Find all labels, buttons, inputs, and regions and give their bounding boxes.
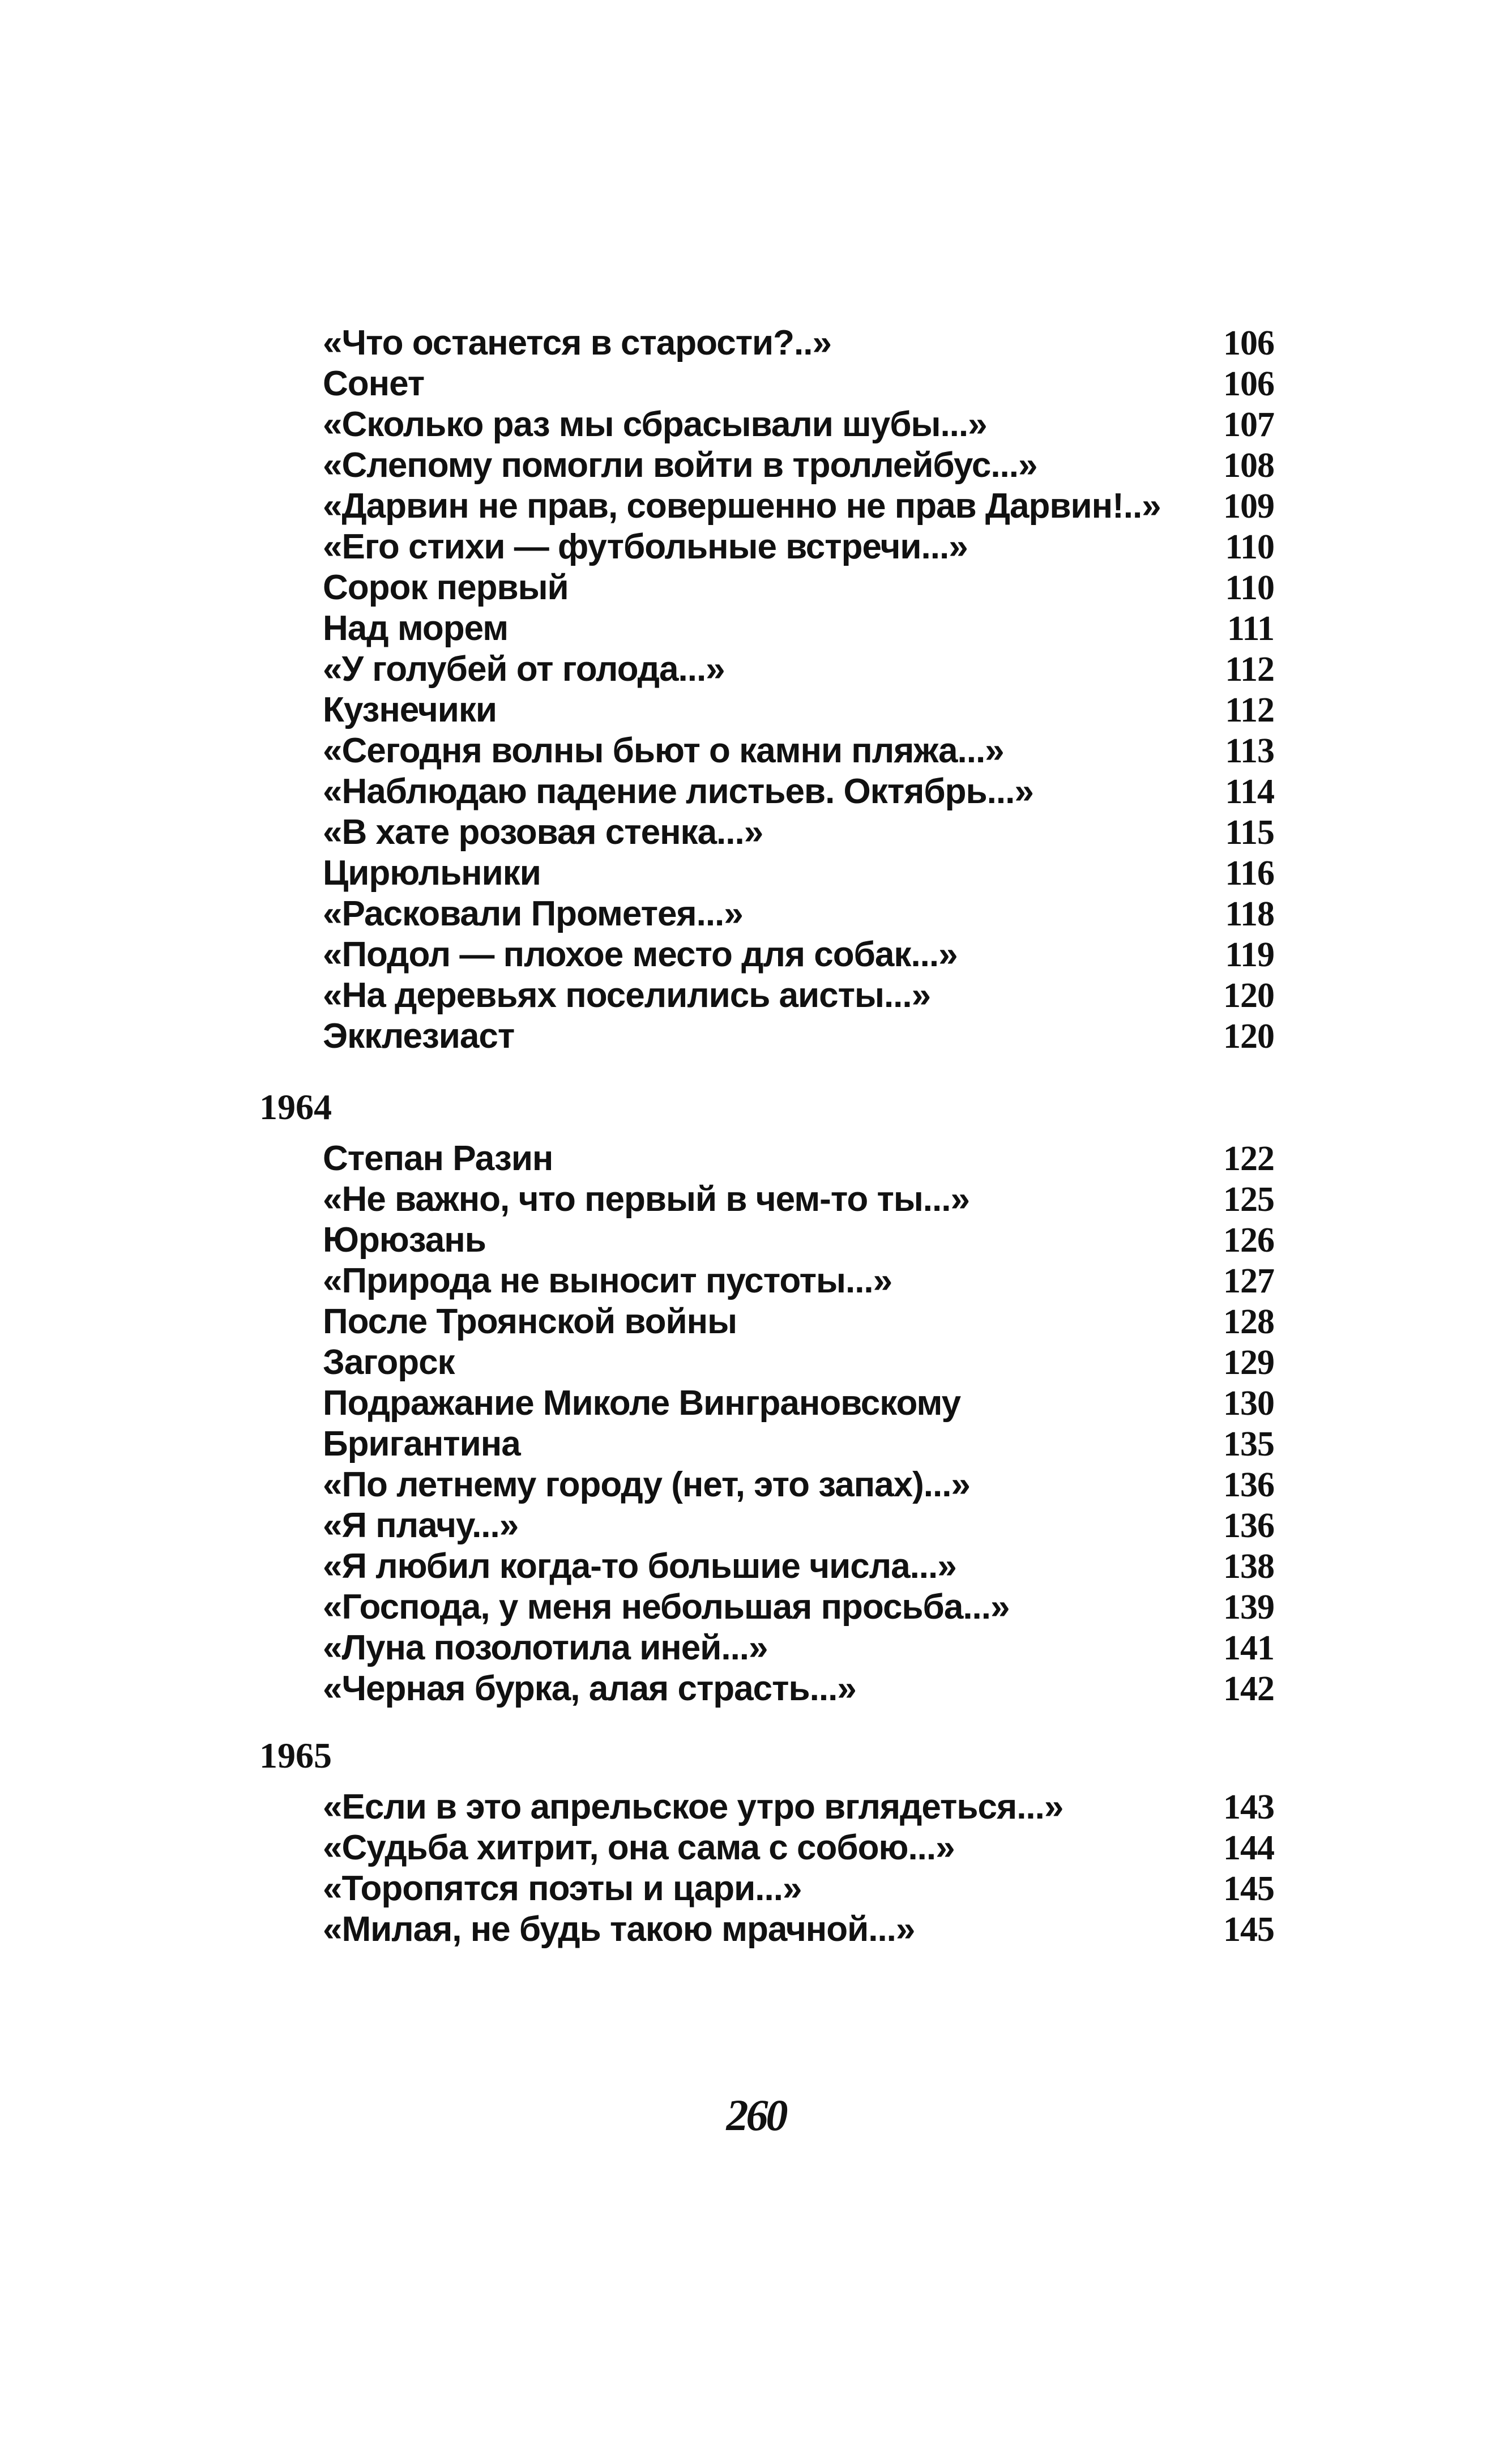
- toc-entry-page: 115: [1225, 813, 1274, 852]
- toc-entry-title: «Природа не выносит пустоты...»: [323, 1261, 892, 1300]
- toc-entry-page: 135: [1223, 1425, 1274, 1463]
- toc-entry-title: Кузнечики: [323, 690, 497, 729]
- toc-entry-title: «Сколько раз мы сбрасывали шубы...»: [323, 405, 987, 444]
- toc-entry: [260, 1301, 1274, 1342]
- toc-entry-page: 139: [1223, 1588, 1274, 1627]
- toc-entry-page: 136: [1223, 1507, 1274, 1545]
- toc-entry: [260, 853, 1274, 894]
- toc-entry: [260, 1220, 1274, 1261]
- toc-entry-page: 125: [1223, 1180, 1274, 1219]
- toc-entry: [260, 608, 1274, 649]
- toc-entry: [260, 527, 1274, 567]
- toc-entry-page: 126: [1223, 1221, 1274, 1260]
- toc-entry: [260, 567, 1274, 608]
- toc-entry-page: 116: [1225, 854, 1274, 893]
- toc-entry: [260, 1016, 1274, 1057]
- toc-entry-title: «Господа, у меня небольшая просьба...»: [323, 1587, 1010, 1627]
- page-number: 260: [726, 2090, 786, 2140]
- toc-entry-page: 128: [1223, 1303, 1274, 1341]
- toc-entry: [260, 975, 1274, 1016]
- toc-entry-page: 141: [1223, 1629, 1274, 1667]
- toc-entry-title: «Его стихи — футбольные встречи...»: [323, 527, 968, 566]
- toc-entry: [260, 1424, 1274, 1465]
- toc-entry: [260, 1505, 1274, 1546]
- toc-entry-page: 112: [1225, 650, 1274, 689]
- toc-entry-title: Бригантина: [323, 1424, 520, 1463]
- toc-entry: [260, 934, 1274, 975]
- toc-entry-page: 145: [1223, 1910, 1274, 1949]
- toc-entry-page: 136: [1223, 1466, 1274, 1504]
- toc-section-1964: [260, 1138, 1274, 1709]
- toc-entry-page: 109: [1223, 487, 1274, 526]
- toc-entry: [260, 404, 1274, 445]
- toc-entry-page: 145: [1223, 1870, 1274, 1908]
- toc-entry: [260, 894, 1274, 934]
- toc-entry: [260, 1261, 1274, 1301]
- toc-entry-title: «Дарвин не прав, совершенно не прав Дарвин!..»: [323, 487, 1161, 526]
- toc-entry-title: Юрюзань: [323, 1220, 486, 1260]
- year-heading: 1965: [259, 1735, 332, 1776]
- toc-section-1963: [260, 323, 1274, 1057]
- toc-entry: [260, 1868, 1274, 1909]
- toc-entry: [260, 323, 1274, 364]
- toc-entry: [260, 1383, 1274, 1424]
- toc-entry-page: 143: [1223, 1788, 1274, 1827]
- toc-entry-page: 120: [1223, 976, 1274, 1015]
- toc-entry-page: 144: [1223, 1829, 1274, 1867]
- toc-section-1965: [260, 1787, 1274, 1950]
- toc-entry-page: 108: [1223, 446, 1274, 485]
- toc-entry: [260, 1342, 1274, 1383]
- toc-entry-title: «Наблюдаю падение листьев. Октябрь...»: [323, 772, 1033, 811]
- toc-entry-page: 129: [1223, 1343, 1274, 1382]
- toc-entry-title: «Расковали Прометея...»: [323, 894, 743, 933]
- toc-entry-title: «Луна позолотила иней...»: [323, 1628, 768, 1667]
- toc-entry-page: 111: [1227, 609, 1274, 648]
- toc-entry-title: «На деревьях поселились аисты...»: [323, 976, 931, 1015]
- toc-entry-page: 113: [1225, 732, 1274, 770]
- toc-entry-page: 127: [1223, 1262, 1274, 1300]
- toc-entry-page: 122: [1223, 1140, 1274, 1178]
- toc-entry-title: Сорок первый: [323, 568, 569, 607]
- toc-entry-title: После Троянской войны: [323, 1302, 737, 1341]
- toc-entry-page: 119: [1225, 936, 1274, 974]
- toc-entry: [260, 649, 1274, 690]
- toc-entry-page: 107: [1223, 406, 1274, 444]
- toc-entry: [260, 1787, 1274, 1828]
- toc-entry: [260, 1546, 1274, 1587]
- toc-entry: [260, 1179, 1274, 1220]
- toc-entry-page: 120: [1223, 1017, 1274, 1056]
- toc-entry: [260, 1138, 1274, 1179]
- toc-entry: [260, 1465, 1274, 1505]
- toc-entry: [260, 1628, 1274, 1668]
- toc-entry-page: 114: [1225, 773, 1274, 811]
- toc-entry-title: Над морем: [323, 609, 509, 648]
- toc-entry-title: «Слепому помогли войти в троллейбус...»: [323, 446, 1037, 485]
- toc-entry-title: «Черная бурка, алая страсть...»: [323, 1669, 856, 1708]
- toc-entry: [260, 445, 1274, 486]
- toc-entry-title: Экклезиаст: [323, 1017, 515, 1056]
- toc-entry: [260, 1587, 1274, 1628]
- toc-entry-title: Подражание Миколе Винграновскому: [323, 1384, 961, 1423]
- toc-entry-title: «Судьба хитрит, она сама с собою...»: [323, 1828, 955, 1867]
- toc-entry-title: «Что останется в старости?..»: [323, 323, 831, 362]
- toc-entry-title: «Если в это апрельское утро вглядеться...»: [323, 1787, 1063, 1827]
- toc-entry: [260, 364, 1274, 404]
- toc-entry-title: Загорск: [323, 1343, 455, 1382]
- toc-entry-page: 110: [1225, 528, 1274, 566]
- toc-entry: [260, 1909, 1274, 1950]
- toc-entry-page: 130: [1223, 1384, 1274, 1423]
- toc-entry-title: «Подол — плохое место для собак...»: [323, 935, 958, 974]
- toc-entry-title: «Сегодня волны бьют о камни пляжа...»: [323, 731, 1004, 770]
- toc-entry-title: Степан Разин: [323, 1139, 553, 1178]
- toc-entry: [260, 1668, 1274, 1709]
- toc-entry-title: «У голубей от голода...»: [323, 650, 725, 689]
- toc-entry-page: 118: [1225, 895, 1274, 933]
- toc-entry: [260, 1828, 1274, 1868]
- toc-entry-title: Цирюльники: [323, 854, 541, 893]
- toc-entry-title: «Милая, не будь такою мрачной...»: [323, 1910, 915, 1949]
- toc-entry-title: «По летнему городу (нет, это запах)...»: [323, 1465, 970, 1504]
- toc-entry-title: «Торопятся поэты и цари...»: [323, 1869, 802, 1908]
- toc-entry-title: Сонет: [323, 364, 425, 403]
- toc-entry: [260, 690, 1274, 731]
- toc-entry-title: «В хате розовая стенка...»: [323, 813, 763, 852]
- toc-entry-page: 106: [1223, 365, 1274, 403]
- toc-entry-title: «Я плачу...»: [323, 1506, 519, 1545]
- toc-entry-page: 142: [1223, 1670, 1274, 1708]
- toc-entry: [260, 771, 1274, 812]
- toc-entry-title: «Не важно, что первый в чем-то ты...»: [323, 1180, 969, 1219]
- toc-entry-page: 138: [1223, 1547, 1274, 1586]
- toc-entry-page: 110: [1225, 569, 1274, 607]
- year-heading: 1964: [259, 1087, 332, 1127]
- toc-entry-page: 112: [1225, 691, 1274, 729]
- toc-entry-title: «Я любил когда-то большие числа...»: [323, 1547, 956, 1586]
- toc-entry: [260, 731, 1274, 771]
- toc-entry-page: 106: [1223, 324, 1274, 362]
- toc-entry: [260, 812, 1274, 853]
- toc-entry: [260, 486, 1274, 527]
